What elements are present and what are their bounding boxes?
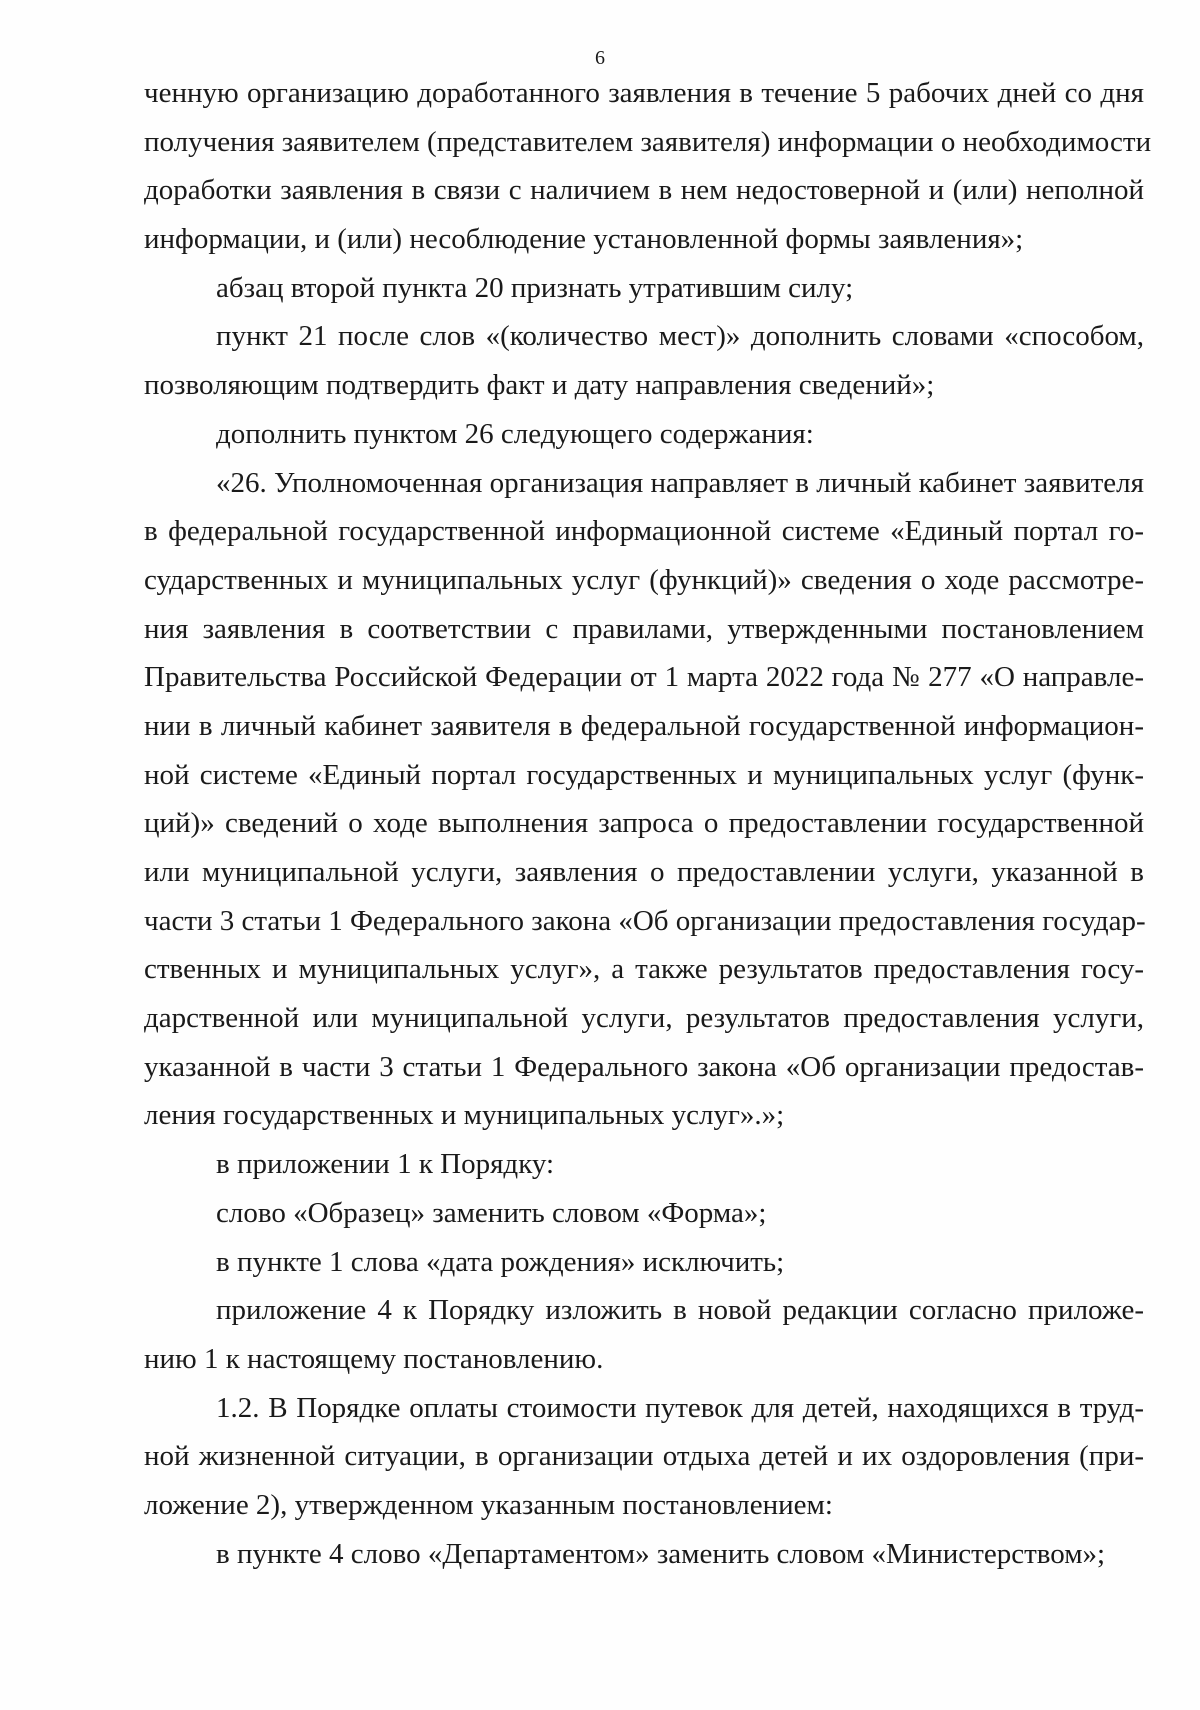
text-line: «26. Уполномоченная организация направляет в личный кабинет заявителя — [216, 466, 1144, 499]
text-line: ной жизненной ситуации, в организации отдыха детей и их оздоровления (при- — [144, 1440, 1144, 1473]
paragraph — [144, 264, 1144, 313]
text-line: ченную организацию доработанного заявления в течение 5 рабочих дней со дня — [144, 77, 1144, 109]
text-line: ния заявления в соответствии с правилами, утвержденными постановлением — [144, 612, 1144, 645]
text-line: дополнить пунктом 26 следующего содержания: — [216, 417, 814, 450]
text-line: в федеральной государственной информационной системе «Единый портал го- — [144, 515, 1144, 548]
text-line: ций)» сведений о ходе выполнения запроса о предоставлении государственной — [144, 807, 1144, 840]
paragraph — [144, 459, 1144, 1141]
text-line: дарственной или муниципальной услуги, результатов предоставления услуги, — [144, 1002, 1144, 1035]
text-line: нию 1 к настоящему постановлению. — [144, 1342, 604, 1375]
paragraph — [144, 1189, 1144, 1238]
text-line: сударственных и муниципальных услуг (функций)» сведения о ходе рассмотре- — [144, 563, 1144, 596]
text-line: приложение 4 к Порядку изложить в новой редакции согласно приложе- — [216, 1294, 1144, 1327]
page-number: 6 — [595, 47, 605, 69]
text-line: ложение 2), утвержденном указанным постановлением: — [144, 1488, 833, 1521]
text-line: ления государственных и муниципальных услуг».»; — [144, 1099, 785, 1132]
text-line: пункт 21 после слов «(количество мест)» дополнить словами «способом, — [216, 320, 1144, 353]
paragraph — [144, 1530, 1144, 1579]
text-line: ной системе «Единый портал государственных и муниципальных услуг (функ- — [144, 758, 1144, 791]
text-line: в пункте 1 слова «дата рождения» исключить; — [216, 1245, 785, 1278]
text-line: получения заявителем (представителем заявителя) информации о необходимости — [144, 125, 1152, 158]
text-line: ственных и муниципальных услуг», а также результатов предоставления госу- — [144, 953, 1144, 986]
text-line: или муниципальной услуги, заявления о предоставлении услуги, указанной в — [144, 856, 1144, 888]
text-line: абзац второй пункта 20 признать утратившим силу; — [216, 271, 854, 304]
text-line: 1.2. В Порядке оплаты стоимости путевок для детей, находящихся в труд- — [216, 1391, 1144, 1424]
text-line: нии в личный кабинет заявителя в федеральной государственной информацион- — [144, 709, 1144, 742]
paragraph — [144, 69, 1152, 264]
text-line: информации, и (или) несоблюдение установленной формы заявления»; — [144, 223, 1024, 256]
document-body — [144, 69, 1152, 1578]
text-line: слово «Образец» заменить словом «Форма»; — [216, 1196, 767, 1229]
paragraph — [144, 1384, 1144, 1530]
text-line: позволяющим подтвердить факт и дату направления сведений»; — [144, 369, 935, 402]
text-line: части 3 статьи 1 Федерального закона «Об организации предоставления государ- — [144, 904, 1146, 937]
text-line: доработки заявления в связи с наличием в нем недостоверной и (или) неполной — [144, 174, 1144, 207]
paragraph — [144, 312, 1144, 409]
text-line: Правительства Российской Федерации от 1 марта 2022 года № 277 «О направле- — [144, 661, 1144, 694]
text-line: в пункте 4 слово «Департаментом» заменить словом «Министерством»; — [216, 1537, 1106, 1570]
text-line: в приложении 1 к Порядку: — [216, 1148, 555, 1181]
paragraph — [144, 410, 1144, 459]
paragraph — [144, 1238, 1144, 1287]
text-line: указанной в части 3 статьи 1 Федерального закона «Об организации предостав- — [144, 1050, 1144, 1083]
paragraph — [144, 1286, 1144, 1383]
paragraph — [144, 1140, 1144, 1189]
